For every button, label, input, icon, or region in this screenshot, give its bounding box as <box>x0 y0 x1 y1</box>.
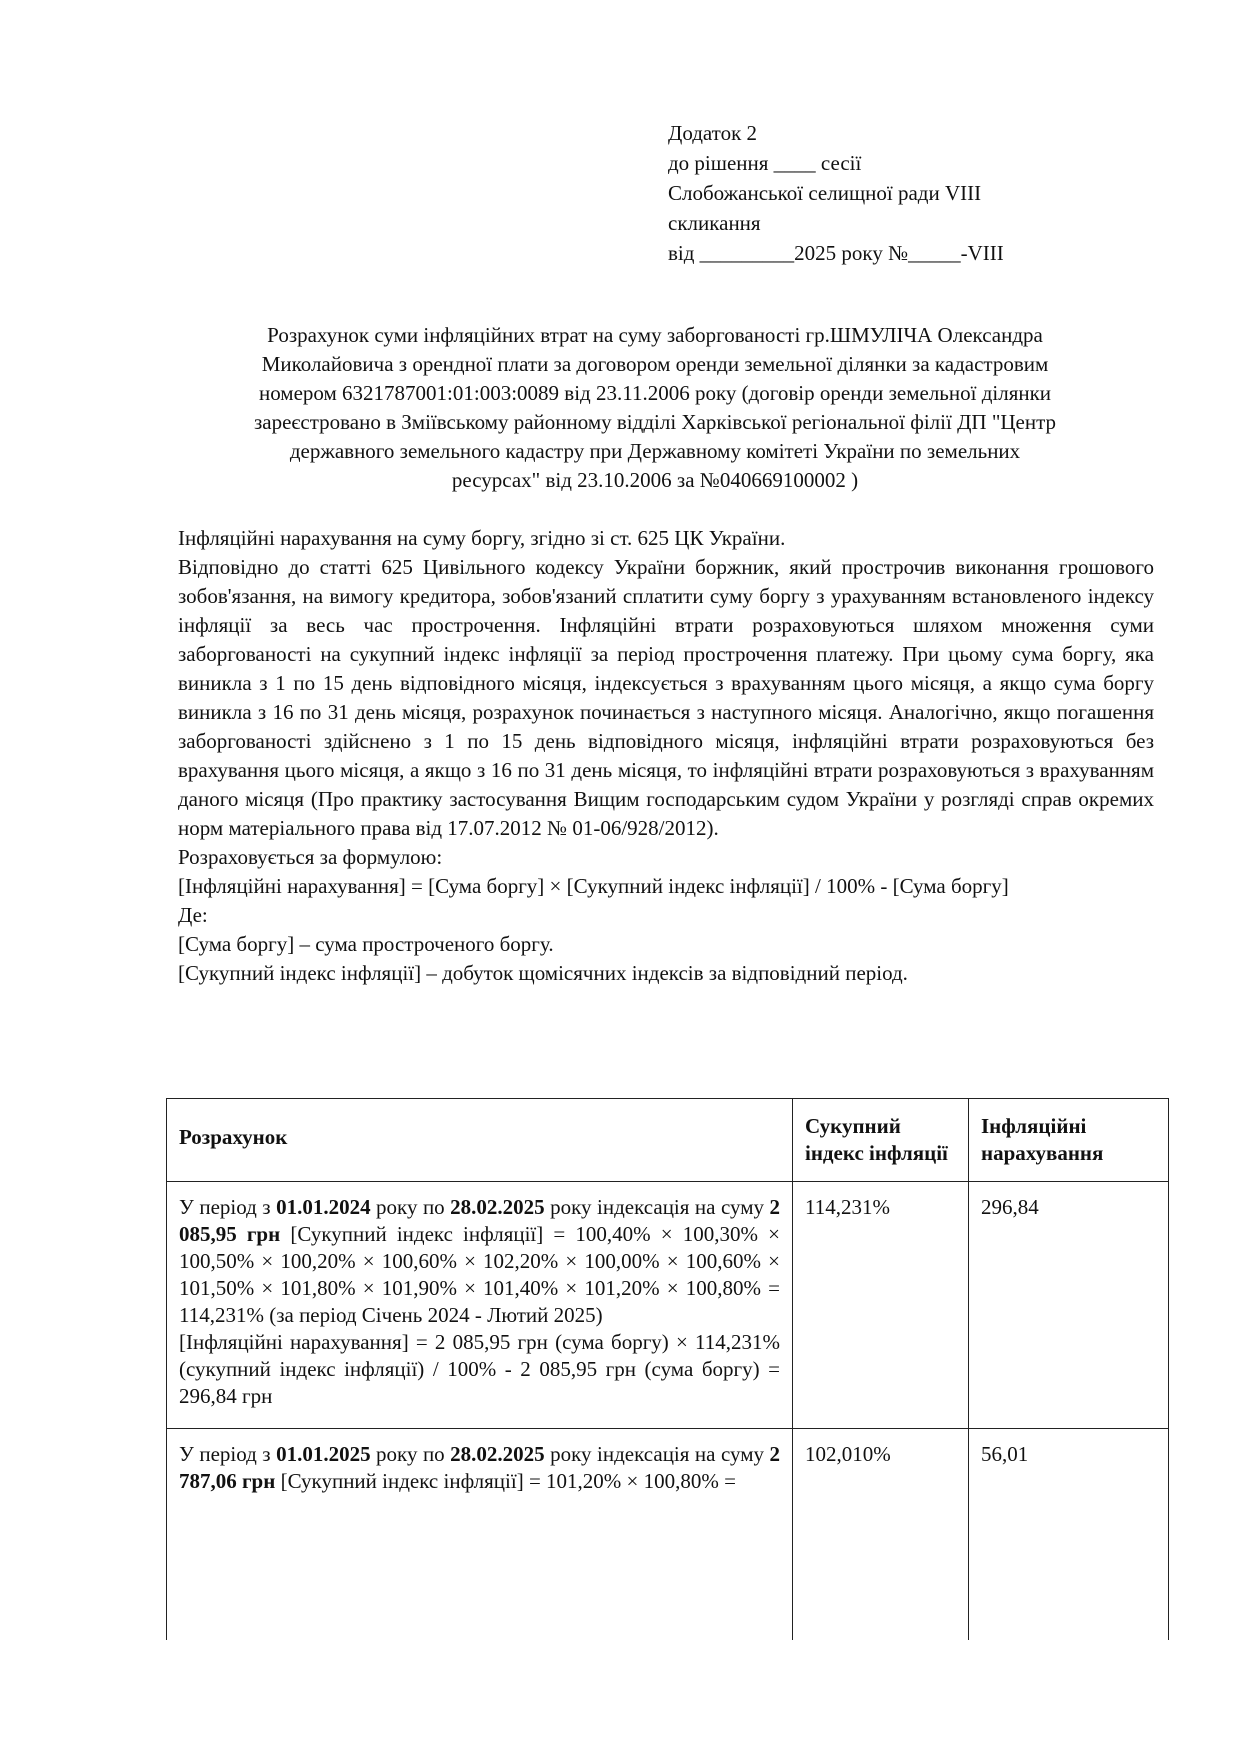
table-header-row <box>167 1099 1169 1182</box>
where-label: Де: <box>178 903 208 927</box>
title-line: номером 6321787001:01:003:0089 від 23.11.2006 року (договір оренди земельної ділянки <box>258 381 1052 405</box>
addendum-line: до рішення ____ сесії <box>668 151 862 175</box>
header-inflation-accrual: Інфляційні нарахування <box>969 1099 1169 1182</box>
period-start-date: 01.01.2025 <box>276 1442 371 1466</box>
calculation-table <box>166 1098 1169 1654</box>
index-formula: [Сукупний індекс інфляції] = 101,20% × 100,80% = <box>275 1469 736 1493</box>
inflation-accrual-cell: 56,01 <box>969 1429 1169 1654</box>
addendum-line: Слобожанської селищної ради VIII <box>668 181 982 205</box>
calculation-cell: У період з 01.01.2025 року по 28.02.2025 року індексація на суму 2 787,06 грн [Сукупний індекс інфляції] = 101,20% × 100,80% = <box>167 1429 793 1654</box>
cumulative-index-cell: 114,231% <box>793 1182 969 1429</box>
title-line: Розрахунок суми інфляційних втрат на суму заборгованості гр.ШМУЛІЧА Олександра <box>267 323 1043 347</box>
legal-explanation-paragraph: Відповідно до статті 625 Цивільного кодексу України боржник, який прострочив виконання грошового зобов'язання, на вимогу кредитора, зобов'язаний сплатити суму боргу з урахуванням встановленого індексу інфляції за весь час прострочення. Інфляційні втрати розраховуються шляхом множення суми заборгованості на сукупний індекс інфляції за період прострочення платежу. При цьому сума боргу, яка виникла з 1 по 15 день відповідного місяця, індексується з врахуванням цього місяця, а якщо сума боргу виникла з 16 по 31 день місяця, розрахунок починається з наступного місяця. Аналогічно, якщо погашення заборгованості здійснено з 1 по 15 день відповідного місяця, інфляційні втрати розраховуються без врахування цього місяця, а якщо з 16 по 31 день місяця, то інфляційні втрати розраховуються з врахуванням даного місяця (Про практику застосування Вищим господарським судом України у розгляді справ окремих норм матеріального права від 17.07.2012 № 01-06/928/2012). <box>178 555 1154 840</box>
header-calculation: Розрахунок <box>167 1099 793 1182</box>
formula-line: [Інфляційні нарахування] = [Сума боргу] × [Сукупний індекс інфляції] / 100% - [Сума боргу] <box>178 874 1009 898</box>
period-end-date: 28.02.2025 <box>450 1195 545 1219</box>
debt-amount: 2 085,95 <box>179 1195 780 1246</box>
period-end-date: 28.02.2025 <box>450 1442 545 1466</box>
calculation-cell: У період з 01.01.2024 року по 28.02.2025 року індексація на суму 2 085,95 грн [Сукупний індекс інфляції] = 100,40% × 100,30% × 100,50% × 100,20% × 100,60% × 102,20% × 100,00% × 100,60% × 101,50% × 101,80% × 101,90% × 101,40% × 101,20% × 100,80% = 114,231% (за період Січень 2024 - Лютий 2025) [Інфляційні нарахування] = 2 085,95 грн (сума боргу) × 114,231% (сукупний індекс інфляції) / 100% - 2 085,95 грн (сума боргу) = 296,84 грн <box>167 1182 793 1429</box>
index-formula: [Сукупний індекс інфляції] = 100,40% × 100,30% × 100,50% × 100,20% × 100,60% × 102,20% × 100,00% × 100,60% × 101,50% × 101,80% × 101,90% × 101,40% × 101,20% × 100,80% = 114,231% (за період Січень 2024 - Лютий 2025) <box>179 1222 780 1327</box>
title-line: державного земельного кадастру при Державному комітеті України по земельних <box>289 439 1021 463</box>
title-line: ресурсах" від 23.10.2006 за №040669100002 ) <box>451 468 859 492</box>
addendum-line: від _________2025 року №_____-VIII <box>668 241 1004 265</box>
addendum-line: Додаток 2 <box>668 121 758 145</box>
body-text <box>178 524 1154 988</box>
addendum-line: скликання <box>668 211 761 235</box>
period-start-date: 01.01.2024 <box>276 1195 371 1219</box>
definition-debt: [Сума боргу] – сума простроченого боргу. <box>178 932 554 956</box>
page-bottom-margin <box>0 1640 1240 1754</box>
header-cumulative-index: Сукупний індекс інфляції <box>793 1099 969 1182</box>
cumulative-index-cell: 102,010% <box>793 1429 969 1654</box>
document-title <box>170 321 1140 495</box>
addendum-block <box>668 118 1128 268</box>
title-line: Миколайовича з орендної плати за договором оренди земельної ділянки за кадастровим <box>261 352 1049 376</box>
accrual-formula: [Інфляційні нарахування] = 2 085,95 грн (сума боргу) × 114,231% (сукупний індекс інфляції) / 100% - 2 085,95 грн (сума боргу) = 296,84 грн <box>179 1330 780 1408</box>
title-line: зареєстровано в Зміївському районному відділі Харківської регіональної філії ДП "Центр <box>253 410 1057 434</box>
formula-intro: Розраховується за формулою: <box>178 845 443 869</box>
definition-index: [Сукупний індекс інфляції] – добуток щомісячних індексів за відповідний період. <box>178 961 908 985</box>
table-row <box>167 1429 1169 1654</box>
inflation-accrual-cell: 296,84 <box>969 1182 1169 1429</box>
debt-amount: 2 787,06 <box>179 1442 780 1493</box>
table-row <box>167 1182 1169 1429</box>
intro-paragraph: Інфляційні нарахування на суму боргу, згідно зі ст. 625 ЦК України. <box>178 526 786 550</box>
